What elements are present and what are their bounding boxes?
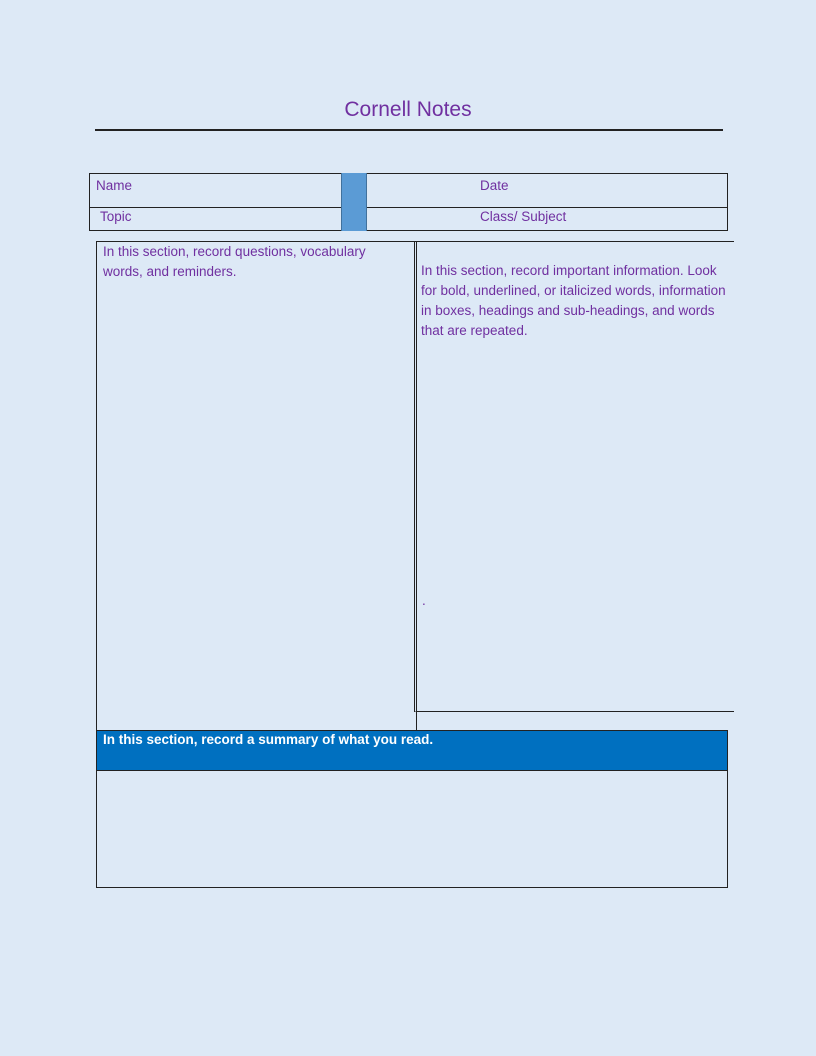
- cue-column-box[interactable]: [96, 241, 417, 731]
- name-label: Name: [96, 178, 133, 193]
- summary-label: In this section, record a summary of what you read.: [103, 732, 434, 747]
- cue-column-instructions: In this section, record questions, vocabulary words, and reminders.: [103, 244, 366, 279]
- notes-marker: .: [422, 593, 426, 608]
- title-divider: [95, 129, 723, 131]
- topic-label: Topic: [100, 209, 132, 224]
- header-table: [89, 173, 728, 231]
- header-color-block: [341, 173, 367, 231]
- date-label: Date: [480, 178, 509, 193]
- notes-column-instructions: In this section, record important information. Look for bold, underlined, or italicized words, information in boxes, headings and sub-headings, and words that are repeated.: [421, 263, 726, 338]
- class-subject-label: Class/ Subject: [480, 209, 567, 224]
- summary-box[interactable]: [96, 770, 728, 888]
- page-title: Cornell Notes: [344, 98, 472, 121]
- header-row-divider: [90, 207, 727, 208]
